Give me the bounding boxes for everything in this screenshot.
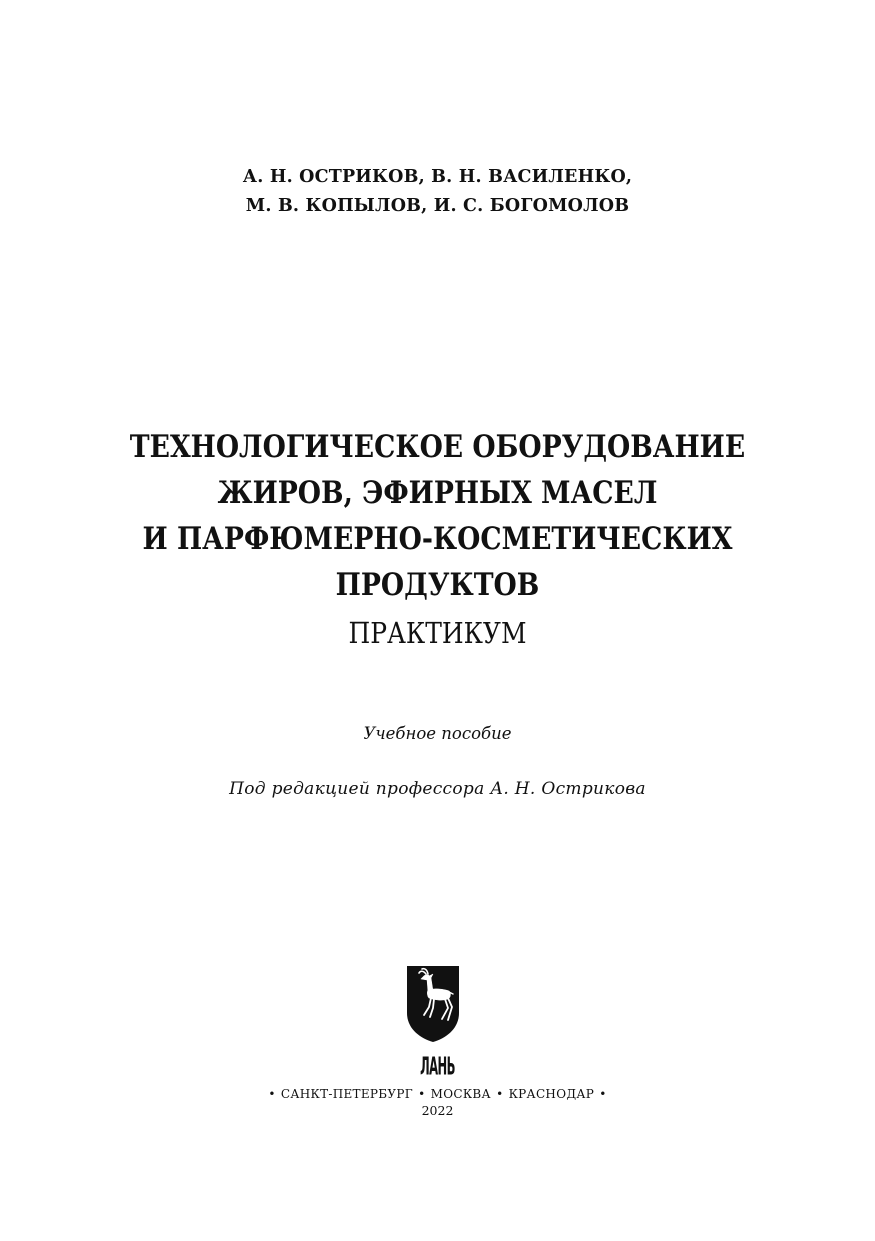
title-line-3: И ПАРФЮМЕРНО-КОСМЕТИЧЕСКИХ: [142, 521, 733, 557]
title-line-2: ЖИРОВ, ЭФИРНЫХ МАСЕЛ: [217, 475, 658, 511]
authors-line-1: А. Н. ОСТРИКОВ, В. Н. ВАСИЛЕНКО,: [242, 167, 633, 187]
title-line-4: ПРОДУКТОВ: [335, 567, 540, 603]
separator-dot: •: [418, 1087, 426, 1101]
gazelle-shield-logo-icon: [406, 965, 460, 1043]
book-subtitle: ПРАКТИКУМ: [348, 616, 527, 650]
book-title: [61, 424, 814, 608]
publication-year: 2022: [421, 1103, 454, 1118]
editor-note: Под редакцией профессора А. Н. Острикова: [229, 779, 646, 799]
publisher-cities: [0, 1085, 875, 1103]
publisher-logo-word: ЛАНЬ: [420, 1051, 455, 1081]
separator-dot: •: [496, 1087, 504, 1101]
city-krasnodar: КРАСНОДАР: [508, 1087, 595, 1101]
city-spb: САНКТ-ПЕТЕРБУРГ: [280, 1087, 413, 1101]
separator-dot: •: [599, 1087, 607, 1101]
title-line-1: ТЕХНОЛОГИЧЕСКОЕ ОБОРУДОВАНИЕ: [129, 429, 746, 465]
authors-block: [0, 163, 875, 221]
separator-dot: •: [268, 1087, 276, 1101]
authors-line-2: М. В. КОПЫЛОВ, И. С. БОГОМОЛОВ: [245, 196, 630, 216]
document-type: Учебное пособие: [363, 724, 512, 743]
city-moscow: МОСКВА: [430, 1087, 491, 1101]
